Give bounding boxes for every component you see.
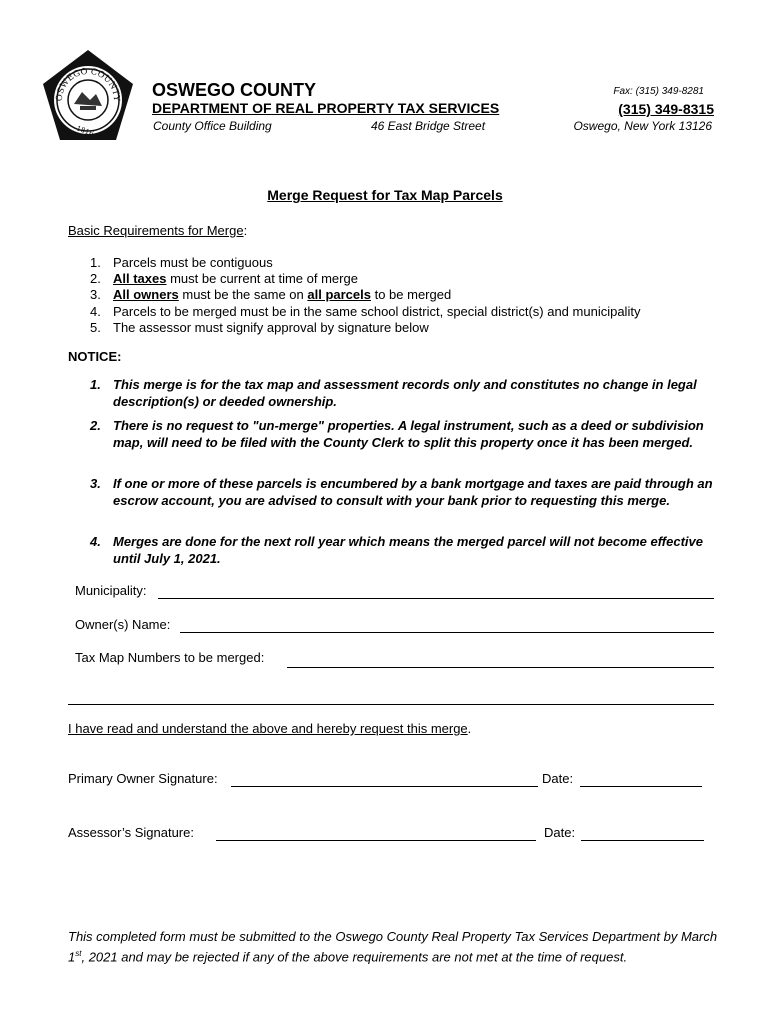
requirement-item: 5. The assessor must signify approval by signature below [90,320,429,335]
municipality-field[interactable] [158,598,714,599]
phone-number: (315) 349-8315 [618,101,714,117]
notice-heading: NOTICE: [68,349,122,364]
form-title: Merge Request for Tax Map Parcels [267,187,503,203]
notice-item: 3. If one or more of these parcels is encumbered by a bank mortgage and taxes are paid through an escrow account, you are advised to consult with your bank prior to requesting this merge. [90,476,713,508]
divider [68,704,714,705]
street-address: 46 East Bridge Street [371,119,486,133]
acknowledgement-text: I have read and understand the above and hereby request this merge. [68,721,472,736]
requirement-item: 1. Parcels must be contiguous [90,255,273,270]
svg-text:1816: 1816 [75,124,95,138]
county-name: OSWEGO COUNTY [152,80,317,100]
requirement-item: 3. All owners must be the same on all parcels to be merged [90,287,452,302]
county-seal-logo [40,48,136,144]
fax-number: Fax: (315) 349-8281 [613,86,704,97]
notice-item: 2. There is no request to "un-merge" properties. A legal instrument, such as a deed or subdivision map, will need to be filed with the County Clerk to split this property once it has been merged. [90,418,704,450]
submission-instructions: This completed form must be submitted to the Oswego County Real Property Tax Services Department by March 1st, 2021 and may be rejected if any of the above requirements are not met at the time of request. [68,929,718,965]
assessor-signature-field[interactable] [216,840,536,841]
department-name: DEPARTMENT OF REAL PROPERTY TAX SERVICES [152,100,500,116]
requirement-item: 2. All taxes must be current at time of merge [90,271,358,286]
city-address: Oswego, New York 13126 [573,119,712,133]
assessor-signature-label: Assessor’s Signature: [68,825,194,840]
assessor-date-field[interactable] [581,840,704,841]
owners-name-field[interactable] [180,632,714,633]
owner-date-field[interactable] [580,786,702,787]
primary-owner-signature-label: Primary Owner Signature: [68,771,218,786]
building-name: County Office Building [153,119,272,133]
tax-map-numbers-field[interactable] [287,667,714,668]
owner-date-label: Date: [542,771,574,786]
svg-text:OSWEGO COUNTY: OSWEGO COUNTY [54,66,122,102]
notice-item: 4. Merges are done for the next roll year which means the merged parcel will not become effective until July 1, 2021. [90,534,704,566]
tax-map-numbers-label: Tax Map Numbers to be merged: [75,650,265,665]
basic-requirements-heading: Basic Requirements for Merge: [68,223,248,238]
municipality-label: Municipality: [75,583,147,598]
assessor-date-label: Date: [544,825,576,840]
primary-owner-signature-field[interactable] [231,786,538,787]
owners-name-label: Owner(s) Name: [75,617,171,632]
requirement-item: 4. Parcels to be merged must be in the same school district, special district(s) and municipality [90,304,641,319]
notice-item: 1. This merge is for the tax map and assessment records only and constitutes no change in legal description(s) or deeded ownership. [90,377,697,409]
